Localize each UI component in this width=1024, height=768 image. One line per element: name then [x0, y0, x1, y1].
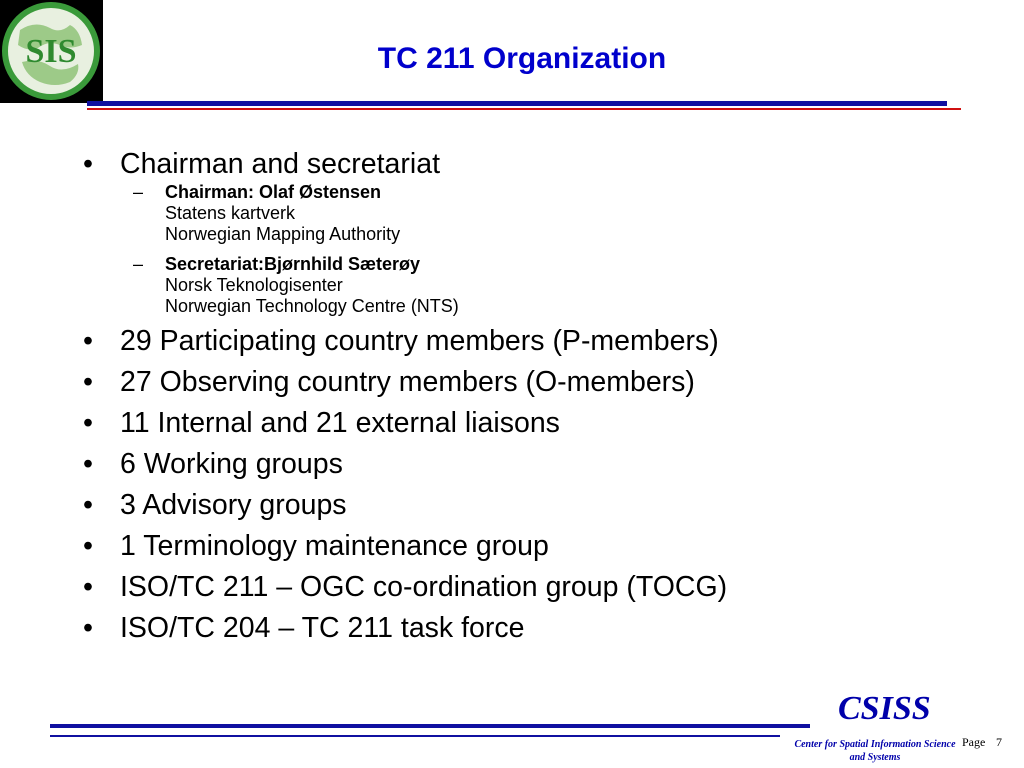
- svg-text:SIS: SIS: [25, 33, 77, 70]
- sub-line: Norwegian Mapping Authority: [165, 224, 401, 244]
- bullet-text: 11 Internal and 21 external liaisons: [120, 407, 560, 439]
- footer-brand-subtitle-line: Center for Spatial Information Science: [794, 739, 956, 750]
- bullet-text: 3 Advisory groups: [120, 489, 347, 521]
- bullet-marker: •: [83, 325, 93, 357]
- bullet-text: 29 Participating country members (P-members): [120, 325, 719, 357]
- sub-heading: Chairman: Olaf Østensen: [165, 182, 382, 202]
- top-divider-blue: [87, 101, 947, 106]
- slide-title: TC 211 Organization: [377, 42, 667, 75]
- bullet-marker: •: [83, 366, 93, 398]
- sub-dash: –: [133, 254, 144, 274]
- bullet-marker: •: [83, 489, 93, 521]
- sub-dash: –: [133, 182, 144, 202]
- footer-brand-subtitle: [780, 738, 970, 764]
- bullet-marker: •: [83, 612, 93, 644]
- footer-brand: CSISS: [838, 690, 931, 727]
- bullet-marker: •: [83, 407, 93, 439]
- bullet-text: 27 Observing country members (O-members): [120, 366, 695, 398]
- sub-line: Norwegian Technology Centre (NTS): [165, 296, 459, 316]
- bullet-marker: •: [83, 448, 93, 480]
- page-label: Page: [962, 735, 986, 749]
- bullet-text: ISO/TC 211 – OGC co-ordination group (TOCG): [120, 571, 728, 603]
- bottom-divider-lower: [50, 735, 780, 737]
- sub-line: Norsk Teknologisenter: [165, 275, 343, 295]
- footer-brand-subtitle-line: and Systems: [849, 752, 901, 763]
- bullet-marker: •: [83, 148, 93, 180]
- bullet-text: ISO/TC 204 – TC 211 task force: [120, 612, 525, 644]
- top-divider-red: [87, 108, 961, 110]
- bottom-divider-upper: [50, 724, 810, 728]
- bullet-marker: •: [83, 530, 93, 562]
- bullet-text: 1 Terminology maintenance group: [120, 530, 549, 562]
- bullet-text: 6 Working groups: [120, 448, 343, 480]
- bullet-text: Chairman and secretariat: [120, 148, 440, 180]
- sub-heading: Secretariat:Bjørnhild Sæterøy: [165, 254, 421, 274]
- sub-line: Statens kartverk: [165, 203, 296, 223]
- bullet-marker: •: [83, 571, 93, 603]
- page-number: 7: [996, 735, 1002, 749]
